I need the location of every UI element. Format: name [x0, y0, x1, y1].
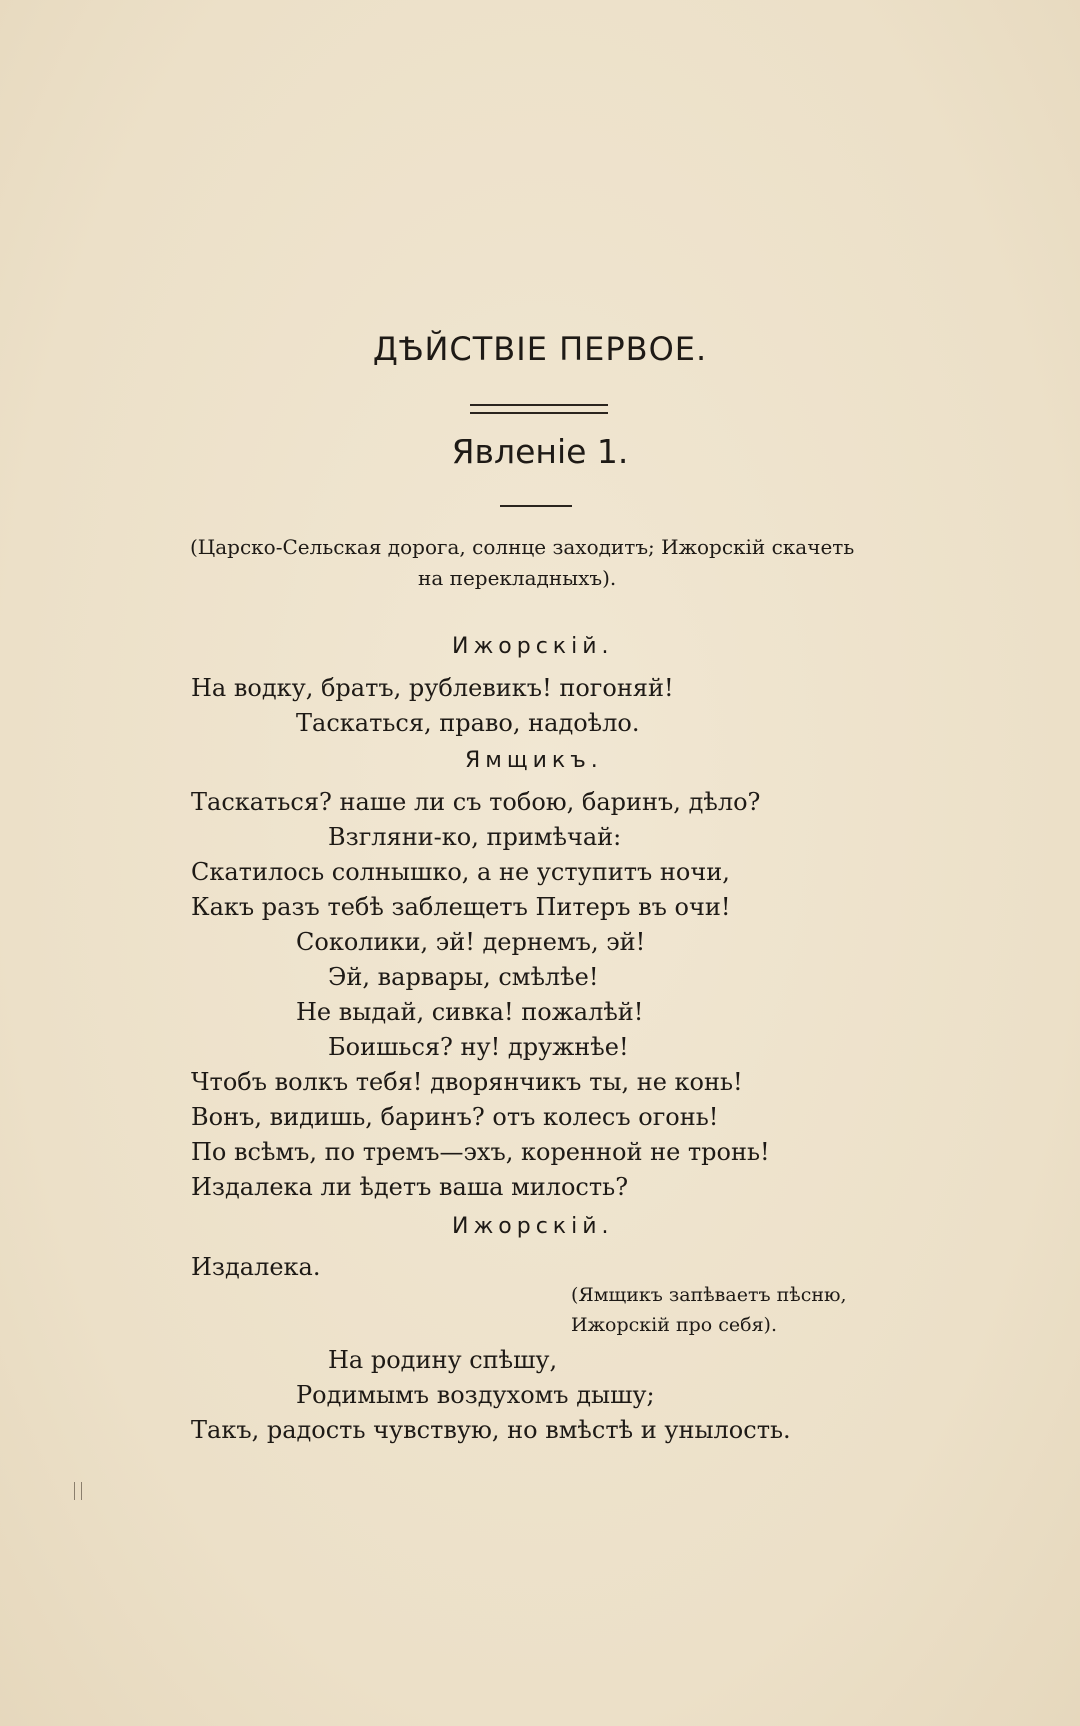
double-rule-divider — [470, 404, 608, 414]
verse-line: Скатилось солнышко, а не уступитъ ночи, — [191, 858, 730, 886]
verse-line: Родимымъ воздухомъ дышу; — [296, 1381, 655, 1409]
verse-line: Издалека. — [191, 1253, 321, 1281]
verse-line: Таскаться, право, надоѣло. — [296, 709, 640, 737]
speaker-name: Ижорскій. — [452, 1214, 614, 1239]
stage-direction-line: (Царско-Сельская дорога, солнце заходитъ; Ижорскій скачеть — [190, 535, 855, 559]
verse-line: Взгляни-ко, примѣчай: — [328, 823, 622, 851]
verse-line: Такъ, радость чувствую, но вмѣстѣ и унылость. — [191, 1416, 791, 1444]
speaker-name: Ямщикъ. — [465, 748, 603, 773]
act-title: ДѢЙСТВІЕ ПЕРВОЕ. — [372, 330, 708, 368]
verse-line: Эй, варвары, смѣлѣе! — [328, 963, 599, 991]
verse-line: Не выдай, сивка! пожалѣй! — [296, 998, 644, 1026]
verse-line: Издалека ли ѣдетъ ваша милость? — [191, 1173, 629, 1201]
stage-direction-line: Ижорскій про себя). — [571, 1314, 778, 1336]
short-rule-divider — [500, 505, 572, 507]
stage-direction-line: на перекладныхъ). — [418, 566, 617, 590]
speaker-name: Ижорскій. — [452, 634, 614, 659]
verse-line: По всѣмъ, по тремъ—эхъ, коренной не тронь! — [191, 1138, 770, 1166]
verse-line: На родину спѣшу, — [328, 1346, 558, 1374]
verse-line: Соколики, эй! дернемъ, эй! — [296, 928, 646, 956]
verse-line: На водку, братъ, рублевикъ! погоняй! — [191, 674, 674, 702]
verse-line: Боишься? ну! дружнѣе! — [328, 1033, 629, 1061]
verse-line: Вонъ, видишь, баринъ? отъ колесъ огонь! — [191, 1103, 719, 1131]
verse-line: Чтобъ волкъ тебя! дворянчикъ ты, не конь! — [191, 1068, 743, 1096]
verse-line: Какъ разъ тебѣ заблещетъ Питеръ въ очи! — [191, 893, 731, 921]
margin-mark — [74, 1482, 82, 1500]
stage-direction-line: (Ямщикъ запѣваетъ пѣсню, — [571, 1284, 847, 1306]
verse-line: Таскаться? наше ли съ тобою, баринъ, дѣло? — [191, 788, 761, 816]
scene-title: Явленіе 1. — [451, 432, 629, 471]
